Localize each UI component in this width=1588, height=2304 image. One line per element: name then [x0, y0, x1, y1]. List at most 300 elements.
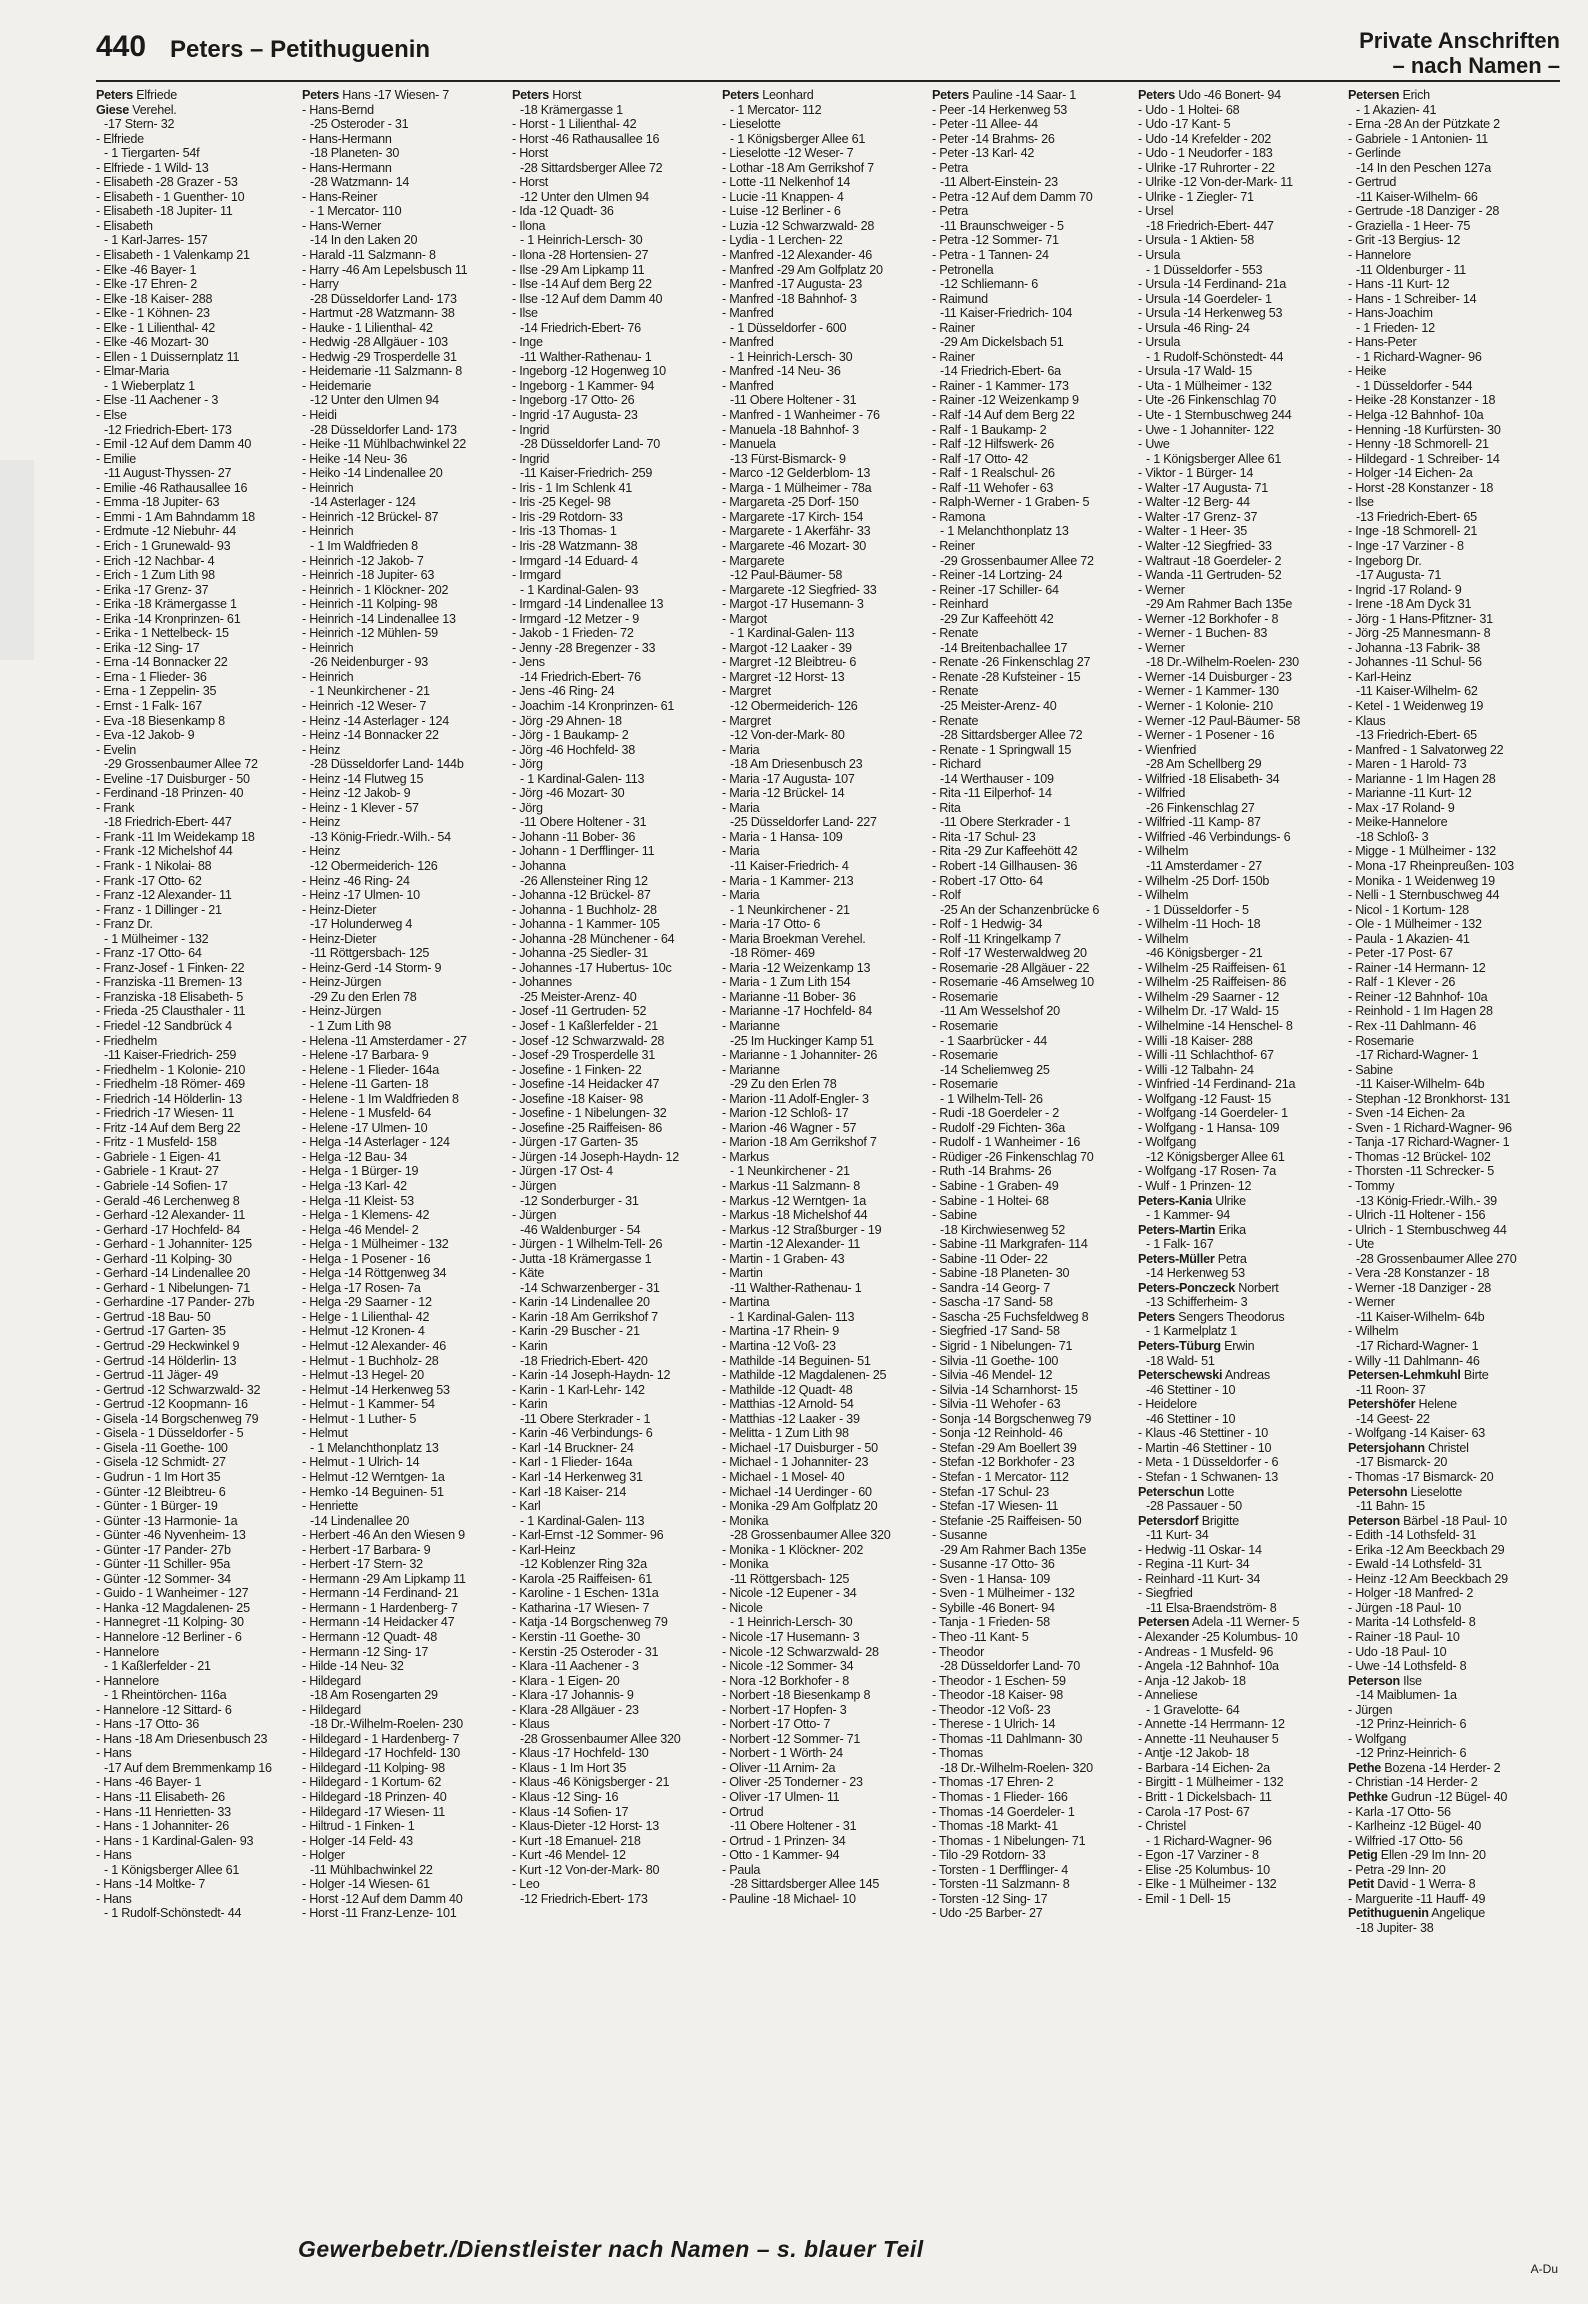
directory-entry: - Werner	[1348, 1295, 1395, 1310]
directory-entry: - Britt - 1 Dickelsbach- 11	[1138, 1789, 1272, 1804]
directory-entry: - Wilfried -11 Kamp- 87	[1138, 815, 1261, 830]
directory-entry: - Franz-Josef - 1 Finken- 22	[96, 960, 245, 975]
directory-entry: - Helga -12 Bau- 34	[302, 1149, 408, 1164]
surname: Peters-Martin	[1138, 1222, 1216, 1237]
directory-entry: - Rita -11 Eilperhof- 14	[932, 786, 1052, 801]
directory-entry: -28 Düsseldorfer Land- 144b	[310, 757, 464, 772]
directory-entry: - Irene -18 Am Dyck 31	[1348, 597, 1472, 612]
directory-entry: -46 Waldenburger - 54	[520, 1222, 641, 1237]
directory-entry: - Hans - 1 Johanniter- 26	[96, 1819, 230, 1834]
directory-entry: - Sven -14 Eichen- 2a	[1348, 1106, 1465, 1121]
directory-entry: - Rolf -17 Westerwaldweg 20	[932, 946, 1087, 961]
directory-entry: -29 Am Rahmer Bach 135e	[1146, 597, 1293, 612]
surname: Peters-Ponczeck	[1138, 1280, 1236, 1295]
directory-entry: -12 Prinz-Heinrich- 6	[1356, 1746, 1467, 1761]
directory-entry: Peters-Ponczeck Norbert	[1138, 1280, 1279, 1295]
directory-entry: - Heike -11 Mühlbachwinkel 22	[302, 437, 467, 452]
directory-entry: - Günter -12 Sommer- 34	[96, 1571, 231, 1586]
directory-entry: - Hildegard -17 Wiesen- 11	[302, 1804, 446, 1819]
directory-entry: - Margareta -25 Dorf- 150	[722, 495, 859, 510]
directory-entry: - Erika -12 Am Beeckbach 29	[1348, 1542, 1505, 1557]
directory-entry: - Irmgard	[512, 568, 561, 583]
directory-entry: - Reinhard	[932, 597, 989, 612]
directory-entry: - Hans -11 Kurt- 12	[1348, 277, 1450, 292]
directory-entry: - Silvia -11 Goethe- 100	[932, 1353, 1059, 1368]
directory-entry: - 1 Neunkirchener - 21	[730, 902, 850, 917]
directory-entry: - Klara -17 Johannis- 9	[512, 1688, 634, 1703]
directory-entry: Peters Horst	[512, 88, 582, 102]
directory-entry: - Rainer -12 Weizenkamp 9	[932, 393, 1079, 408]
directory-entry: - Emil -12 Auf dem Damm 40	[96, 437, 252, 452]
directory-entry: - Ilona	[512, 218, 546, 233]
directory-entry: - Joachim -14 Kronprinzen- 61	[512, 698, 675, 713]
directory-entry: - Vera -28 Konstanzer - 18	[1348, 1266, 1490, 1281]
directory-entry: -17 Richard-Wagner- 1	[1356, 1339, 1479, 1354]
directory-entry: - Torsten - 1 Derfflinger- 4	[932, 1862, 1069, 1877]
directory-entry: - Heinrich	[302, 669, 354, 684]
directory-entry: - Wilhelm -29 Saarner - 12	[1138, 989, 1280, 1004]
directory-entry: - Friedhelm -18 Römer- 469	[96, 1077, 245, 1092]
directory-entry: - Wolfgang - 1 Hansa- 109	[1138, 1120, 1280, 1135]
directory-entry: - Gabriele - 1 Kraut- 27	[96, 1164, 219, 1179]
directory-entry: Peters Hans -17 Wiesen- 7	[302, 88, 450, 102]
directory-entry: - Annette -11 Neuhauser 5	[1138, 1731, 1279, 1746]
directory-entry: - Helmut -14 Herkenweg 53	[302, 1382, 450, 1397]
directory-entry: - Ingeborg -12 Hogenweg 10	[512, 364, 666, 379]
directory-entry: - Sonja -12 Reinhold- 46	[932, 1426, 1063, 1441]
directory-entry: - Ernst - 1 Falk- 167	[96, 698, 203, 713]
directory-entry: - Sabine -11 Oder- 22	[932, 1251, 1048, 1266]
directory-entry: -11 Walther-Rathenau- 1	[730, 1280, 862, 1295]
directory-entry: - 1 Kardinal-Galen- 113	[730, 626, 855, 641]
directory-entry: - Inge	[512, 335, 543, 350]
directory-entry: - Erika -17 Grenz- 37	[96, 582, 209, 597]
directory-entry: - 1 Wieberplatz 1	[104, 378, 195, 393]
directory-entry: - Heidi	[302, 408, 337, 423]
directory-entry: - Henny -18 Schmorell- 21	[1348, 437, 1489, 452]
directory-entry: - Margarete -46 Mozart- 30	[722, 538, 866, 553]
directory-entry: - Helmut - 1 Buchholz- 28	[302, 1353, 439, 1368]
directory-entry: - Josefine -18 Kaiser- 98	[512, 1091, 643, 1106]
directory-entry: - Werner -12 Borkhofer - 8	[1138, 611, 1279, 626]
directory-entry: - Thomas - 1 Nibelungen- 71	[932, 1833, 1086, 1848]
directory-entry: - 1 Königsberger Allee 61	[1146, 451, 1282, 466]
directory-entry: - Käte	[512, 1266, 545, 1281]
directory-entry: - Elisabeth -18 Jupiter- 11	[96, 204, 233, 219]
directory-entry: - Jörg -46 Mozart- 30	[512, 786, 625, 801]
directory-entry: - Günter -13 Harmonie- 1a	[96, 1513, 238, 1528]
surname: Petersjohann	[1348, 1440, 1425, 1455]
directory-entry: - Heinz -17 Ulmen- 10	[302, 888, 420, 903]
directory-entry: - Sascha -25 Fuchsfeldweg 8	[932, 1309, 1089, 1324]
surname: Peters	[1138, 88, 1176, 102]
directory-entry: - Melitta - 1 Zum Lith 98	[722, 1426, 849, 1441]
directory-entry: - Werner - 1 Kammer- 130	[1138, 684, 1279, 699]
directory-entry: - Heidemarie	[302, 378, 372, 393]
directory-entry: - Helga - 1 Bürger- 19	[302, 1164, 419, 1179]
directory-entry: - Sascha -17 Sand- 58	[932, 1295, 1053, 1310]
directory-entry: -12 Friedrich-Ebert- 173	[520, 1891, 648, 1906]
surname: Petersen-Lehmkuhl	[1348, 1368, 1461, 1383]
directory-entry: - Mathilde -12 Quadt- 48	[722, 1382, 853, 1397]
directory-entry: - Rex -11 Dahlmann- 46	[1348, 1019, 1476, 1033]
directory-entry: - Ketel - 1 Weidenweg 19	[1348, 698, 1484, 713]
directory-entry: - Manfred	[722, 335, 774, 350]
surname: Peters	[932, 88, 970, 102]
directory-entry: - Rosemarie	[932, 989, 998, 1004]
directory-entry: - Inge -17 Varziner - 8	[1348, 538, 1464, 553]
directory-entry: - Willy -11 Dahlmann- 46	[1348, 1353, 1480, 1368]
directory-entry: -14 Maiblumen- 1a	[1356, 1688, 1457, 1703]
directory-entry: -11 Kaiser-Friedrich- 4	[730, 858, 849, 873]
directory-entry: - Ute	[1348, 1237, 1375, 1252]
directory-entry: - Erna - 1 Zeppelin- 35	[96, 684, 217, 699]
directory-entry: - Manfred	[722, 378, 774, 393]
directory-entry: - 1 Heinrich-Lersch- 30	[520, 233, 643, 248]
directory-entry: - Maria -12 Weizenkamp 13	[722, 960, 871, 975]
directory-entry: - Heinz-Dieter	[302, 931, 377, 946]
directory-entry: -11 Obere Holtener - 31	[730, 1819, 857, 1834]
directory-entry: - Willi -11 Schlachthof- 67	[1138, 1048, 1274, 1063]
directory-entry: - Nicole -12 Sommer- 34	[722, 1659, 854, 1674]
directory-entry: - Martin	[722, 1266, 763, 1281]
directory-entry: -12 Obermeiderich- 126	[730, 698, 858, 713]
directory-entry: - Gerald -46 Lerchenweg 8	[96, 1193, 240, 1208]
surname: Peterson	[1348, 1513, 1400, 1528]
directory-entry: - Ute -26 Finkenschlag 70	[1138, 393, 1276, 408]
directory-entry: - Rosemarie	[932, 1077, 998, 1092]
directory-entry: - Ursula -17 Wald- 15	[1138, 364, 1252, 379]
directory-entry: -12 Koblenzer Ring 32a	[520, 1557, 647, 1572]
directory-entry: - Stefanie -25 Raiffeisen- 50	[932, 1513, 1082, 1528]
directory-entry: - Günter -46 Nyvenheim- 13	[96, 1528, 246, 1543]
directory-entry: - Manfred -18 Bahnhof- 3	[722, 291, 857, 306]
directory-entry: - Manfred - 1 Wanheimer - 76	[722, 408, 880, 423]
directory-entry: - Hans	[96, 1848, 132, 1863]
directory-entry: - Monika -29 Am Golfplatz 20	[722, 1499, 878, 1514]
directory-entry: - Eva -12 Jakob- 9	[96, 728, 195, 743]
directory-entry: - Maria - 1 Hansa- 109	[722, 829, 843, 844]
directory-entry: - Wolfgang -14 Kaiser- 63	[1348, 1426, 1486, 1441]
directory-entry: -25 Osteroder - 31	[310, 117, 409, 132]
directory-entry: - Max -17 Roland- 9	[1348, 800, 1455, 815]
directory-entry: - Erna - 1 Flieder- 36	[96, 669, 207, 684]
directory-entry: - Hildegard -17 Hochfeld- 130	[302, 1746, 460, 1761]
directory-entry: - 1 Mülheimer - 132	[104, 931, 209, 946]
directory-entry: - Karl -14 Bruckner- 24	[512, 1440, 634, 1455]
directory-entry: Peters Elfriede	[96, 88, 177, 102]
directory-entry: - Susanne -17 Otto- 36	[932, 1557, 1055, 1572]
surname: Peterschun	[1138, 1484, 1205, 1499]
directory-entry: - Horst -11 Franz-Lenze- 101	[302, 1906, 457, 1921]
directory-entry: - Rita	[932, 800, 961, 815]
directory-entry: - Ulrike -12 Von-der-Mark- 11	[1138, 175, 1293, 190]
directory-entry: - Franziska -18 Elisabeth- 5	[96, 989, 243, 1004]
directory-entry: - Marita -14 Lothsfeld- 8	[1348, 1615, 1476, 1630]
directory-entry: - Margot -12 Laaker - 39	[722, 640, 852, 655]
directory-entry: - Rita -29 Zur Kaffeehött 42	[932, 844, 1078, 859]
directory-entry: - Rosemarie -46 Amselweg 10	[932, 975, 1094, 990]
directory-entry: - Horst	[512, 175, 549, 190]
directory-entry: - Ulrich - 1 Sternbuschweg 44	[1348, 1222, 1507, 1237]
directory-entry: - Heike -28 Konstanzer - 18	[1348, 393, 1496, 408]
directory-entry: - Elke - 1 Mülheimer - 132	[1138, 1877, 1277, 1892]
directory-entry: -28 Düsseldorfer Land- 70	[520, 437, 661, 452]
column-4	[722, 88, 922, 2228]
directory-entry: - Eva -18 Biesenkamp 8	[96, 713, 225, 728]
directory-entry: -28 Sittardsberger Allee 145	[730, 1877, 880, 1892]
directory-entry: -13 König-Friedr.-Wilh.- 54	[310, 829, 451, 844]
directory-entry: - Renate -26 Finkenschlag 27	[932, 655, 1091, 670]
directory-entry: -29 Zur Kaffeehött 42	[940, 611, 1054, 626]
directory-entry: -11 Kaiser-Friedrich- 104	[940, 306, 1073, 321]
directory-entry: - Harry -46 Am Lepelsbusch 11	[302, 262, 468, 277]
directory-entry: -12 Schliemann- 6	[940, 277, 1038, 292]
directory-entry: - Gabriele - 1 Antonien- 11	[1348, 131, 1489, 146]
directory-entry: -46 Königsberger - 21	[1146, 946, 1263, 961]
directory-entry: - Gertrud	[1348, 175, 1397, 190]
directory-entry: -18 Schloß- 3	[1356, 829, 1429, 844]
directory-entry: - Markus -12 Werntgen- 1a	[722, 1193, 867, 1208]
directory-entry: -25 Meister-Arenz- 40	[940, 698, 1057, 713]
directory-entry: - Rolf - 1 Hedwig- 34	[932, 917, 1043, 932]
directory-entry: - Erika -18 Krämergasse 1	[96, 597, 237, 612]
directory-entry: - Ida -12 Quadt- 36	[512, 204, 614, 219]
directory-entry: - Gabriele -14 Sofien- 17	[96, 1179, 228, 1194]
directory-entry: - 1 Neunkirchener - 21	[730, 1164, 850, 1179]
directory-entry: - 1 Mercator- 112	[730, 102, 822, 117]
directory-entry: - Tilo -29 Rotdorn- 33	[932, 1848, 1046, 1863]
directory-entry: - Robert -17 Otto- 64	[932, 873, 1043, 888]
directory-entry: - Thomas -17 Bismarck- 20	[1348, 1469, 1494, 1484]
directory-entry: - Wolfgang -14 Goerdeler- 1	[1138, 1106, 1288, 1121]
directory-entry: - Ralf - 1 Klever - 26	[1348, 975, 1456, 990]
directory-entry: - Werner -18 Danziger - 28	[1348, 1280, 1492, 1295]
directory-entry: - Helga -46 Mendel- 2	[302, 1222, 419, 1237]
directory-entry: - 1 Kardinal-Galen- 113	[730, 1309, 855, 1324]
directory-entry: - Manfred -14 Neu- 36	[722, 364, 841, 379]
directory-entry: -12 Von-der-Mark- 80	[730, 728, 845, 743]
directory-entry: - Helmut - 1 Kammer- 54	[302, 1397, 435, 1412]
directory-entry: - Regina -11 Kurt- 34	[1138, 1557, 1250, 1572]
directory-entry: - Ilse	[512, 306, 538, 321]
directory-entry: - Jürgen -14 Joseph-Haydn- 12	[512, 1149, 680, 1164]
surname: Giese	[96, 102, 130, 117]
directory-entry: - Karl-Ernst -12 Sommer- 96	[512, 1528, 664, 1543]
directory-entry: -26 Allensteiner Ring 12	[520, 873, 648, 888]
directory-entry: - 1 Kardinal-Galen- 113	[520, 1513, 645, 1528]
directory-entry: -18 Dr.-Wilhelm-Roelen- 230	[1146, 655, 1299, 670]
surname: Pethe	[1348, 1760, 1382, 1775]
directory-entry: - Klaus -12 Sing- 16	[512, 1789, 619, 1804]
directory-entry: - Sven - 1 Mülheimer - 132	[932, 1586, 1075, 1601]
directory-entry: - Sonja -14 Borgschenweg 79	[932, 1411, 1092, 1426]
directory-entry: - Theodor - 1 Eschen- 59	[932, 1673, 1066, 1688]
directory-entry: - Raimund	[932, 291, 988, 306]
directory-entry: -11 Am Wesselshof 20	[940, 1004, 1060, 1019]
directory-entry: - Heinz-Gerd -14 Storm- 9	[302, 960, 442, 975]
directory-entry: - Ralf -14 Auf dem Berg 22	[932, 408, 1075, 423]
directory-entry: -11 Roon- 37	[1356, 1382, 1426, 1397]
directory-entry: - Silvia -11 Wehofer - 63	[932, 1397, 1061, 1412]
directory-entry: - Heinrich -18 Jupiter- 63	[302, 568, 435, 583]
directory-entry: - 1 Karmelplatz 1	[1146, 1324, 1237, 1339]
directory-entry: -12 Obermeiderich- 126	[310, 858, 438, 873]
directory-entry: - Emilie	[96, 451, 136, 466]
directory-entry: - Ingrid -17 Roland- 9	[1348, 582, 1462, 597]
directory-entry: - Hannelore	[96, 1673, 160, 1688]
directory-entry: - Theodor	[932, 1644, 985, 1659]
directory-entry: - 1 Richard-Wagner- 96	[1146, 1833, 1272, 1848]
directory-entry: - Josef - 1 Kaßlerfelder - 21	[512, 1019, 659, 1033]
directory-entry: - Reiner -17 Schiller- 64	[932, 582, 1059, 597]
directory-entry: - Hildegard	[302, 1673, 361, 1688]
directory-entry: - Friedhelm	[96, 1033, 157, 1048]
directory-entry: - Hannelore -12 Sittard- 6	[96, 1702, 232, 1717]
directory-entry: - Karin	[512, 1339, 548, 1354]
directory-entry: - Oliver -11 Arnim- 2a	[722, 1760, 836, 1775]
directory-entry: - Wilhelm Dr. -17 Wald- 15	[1138, 1004, 1279, 1019]
directory-entry: - Johannes -11 Schul- 56	[1348, 655, 1482, 670]
directory-entry: - Günter -11 Schiller- 95a	[96, 1557, 230, 1572]
directory-entry: - Jörg	[512, 757, 543, 772]
directory-entry: - Walter - 1 Heer- 35	[1138, 524, 1248, 539]
directory-entry: - Franz - 1 Dillinger - 21	[96, 902, 222, 917]
directory-entry: - Klaus	[512, 1717, 550, 1732]
directory-entry: -14 Friedrich-Ebert- 76	[520, 669, 641, 684]
directory-entry: - Hans - 1 Kardinal-Galen- 93	[96, 1833, 254, 1848]
directory-entry: - Kurt -18 Emanuel- 218	[512, 1833, 641, 1848]
directory-entry: -17 Auf dem Bremmenkamp 16	[104, 1760, 272, 1775]
page-edge-shadow	[0, 460, 34, 660]
directory-entry: - Elisabeth	[96, 218, 153, 233]
directory-entry: -28 Düsseldorfer Land- 173	[310, 291, 457, 306]
surname: Petithuguenin	[1348, 1906, 1429, 1921]
directory-entry: - Rudolf - 1 Wanheimer - 16	[932, 1135, 1081, 1150]
directory-entry: -13 Friedrich-Ebert- 65	[1356, 509, 1477, 524]
directory-entry: - 1 Düsseldorfer - 544	[1356, 378, 1473, 393]
directory-entry: - Klaus - 1 Im Hort 35	[512, 1760, 627, 1775]
directory-entry: - 1 Kardinal-Galen- 93	[520, 582, 639, 597]
directory-entry: -28 Watzmann- 14	[310, 175, 410, 190]
directory-entry: -11 Kaiser-Wilhelm- 66	[1356, 189, 1478, 204]
directory-entry: - Ralf -12 Hilfswerk- 26	[932, 437, 1055, 452]
directory-entry: Petersohn Lieselotte	[1348, 1484, 1463, 1499]
directory-entry: - Margot -17 Husemann- 3	[722, 597, 864, 612]
directory-entry: - Heinz-Jürgen	[302, 1004, 382, 1019]
directory-entry: -12 Unter den Ulmen 94	[310, 393, 439, 408]
directory-entry: - Wilhelm	[1138, 844, 1189, 859]
directory-entry: - Gertrud -11 Jäger- 49	[96, 1368, 219, 1383]
directory-entry: - Lothar -18 Am Gerrikshof 7	[722, 160, 874, 175]
directory-entry: - Ursula	[1138, 335, 1181, 350]
directory-entry: - Theodor -18 Kaiser- 98	[932, 1688, 1063, 1703]
directory-entry: - Maria Broekman Verehel.	[722, 931, 866, 946]
directory-entry: - 1 Königsberger Allee 61	[104, 1862, 240, 1877]
directory-entry: - Emilie -46 Rathausallee 16	[96, 480, 248, 495]
directory-entry: - Karin -18 Am Gerrikshof 7	[512, 1309, 658, 1324]
directory-entry: - Sabine	[932, 1208, 977, 1223]
directory-entry: - Petra - 1 Tannen- 24	[932, 248, 1049, 263]
directory-entry: - Maria -12 Brückel- 14	[722, 786, 845, 801]
directory-entry: - 1 Im Waldfrieden 8	[310, 538, 418, 553]
directory-entry: - Jörg - 1 Baukamp- 2	[512, 728, 629, 743]
directory-entry: -14 Friedrich-Ebert- 76	[520, 320, 641, 335]
surname: Peterschewski	[1138, 1368, 1223, 1383]
directory-entry: - 1 Heinrich-Lersch- 30	[730, 349, 853, 364]
directory-entry: - Elke -46 Bayer- 1	[96, 262, 197, 277]
directory-entry: - Karin -29 Buscher - 21	[512, 1324, 640, 1339]
directory-entry: - Ramona	[932, 509, 986, 524]
directory-entry: - Elmar-Maria	[96, 364, 170, 379]
directory-entry: - Friedrich -14 Hölderlin- 13	[96, 1091, 243, 1106]
directory-entry: - Maria -17 Augusta- 107	[722, 771, 855, 786]
directory-entry: - Maren - 1 Harold- 73	[1348, 757, 1467, 772]
directory-entry: - Heinrich -14 Lindenallee 13	[302, 611, 456, 626]
directory-entry: Peters Leonhard	[722, 88, 814, 102]
directory-entry: - Margarete	[722, 553, 785, 568]
directory-entry: - Mathilde -12 Magdalenen- 25	[722, 1368, 887, 1383]
directory-entry: - Paula - 1 Akazien- 41	[1348, 931, 1470, 946]
directory-entry: - Horst -46 Rathausallee 16	[512, 131, 660, 146]
directory-entry: - Johanna -25 Siedler- 31	[512, 946, 648, 961]
directory-entry: - Elfriede - 1 Wild- 13	[96, 160, 209, 175]
surname: Peters	[96, 88, 134, 102]
directory-entry: -14 Scheliemweg 25	[940, 1062, 1050, 1077]
directory-entry: - Udo - 1 Neudorfer - 183	[1138, 146, 1273, 161]
directory-entry: - Eveline -17 Duisburger - 50	[96, 771, 250, 786]
directory-entry: -12 Sonderburger - 31	[520, 1193, 639, 1208]
directory-entry: - Gisela -11 Goethe- 100	[96, 1440, 228, 1455]
directory-entry: - Gerhard - 1 Nibelungen- 71	[96, 1280, 251, 1295]
directory-entry: -28 Düsseldorfer Land- 70	[940, 1659, 1081, 1674]
directory-entry: - Alexander -25 Kolumbus- 10	[1138, 1629, 1298, 1644]
directory-entry: - 1 Neunkirchener - 21	[310, 684, 430, 699]
directory-entry: - Heinz	[302, 844, 341, 859]
directory-entry: - Gisela - 1 Düsseldorfer - 5	[96, 1426, 244, 1441]
directory-entry: - Ursula - 1 Aktien- 58	[1138, 233, 1255, 248]
directory-entry: - Thomas -12 Brückel- 102	[1348, 1149, 1491, 1164]
directory-entry: - Heinz -12 Jakob- 9	[302, 786, 411, 801]
directory-entry: - 1 Kammer- 94	[1146, 1208, 1230, 1223]
directory-entry: - Maria	[722, 800, 760, 815]
directory-entry: -18 Dr.-Wilhelm-Roelen- 230	[310, 1717, 463, 1732]
directory-entry: - Renate	[932, 713, 979, 728]
directory-entry: - Erich - 1 Zum Lith 98	[96, 568, 215, 583]
directory-entry: - Karin -46 Verbindungs- 6	[512, 1426, 653, 1441]
directory-entry: - Margret -12 Bleibtreu- 6	[722, 655, 857, 670]
directory-entry: - Sybille -46 Bonert- 94	[932, 1600, 1055, 1615]
directory-entry: - Thorsten -11 Schrecker- 5	[1348, 1164, 1495, 1179]
directory-entry: - Christian -14 Herder- 2	[1348, 1775, 1478, 1790]
directory-entry: Petersen Erich	[1348, 88, 1430, 102]
directory-entry: - Ursula -14 Herkenweg 53	[1138, 306, 1283, 321]
directory-entry: - Ralf -11 Wehofer - 63	[932, 480, 1054, 495]
directory-entry: - Marguerite -11 Hauff- 49	[1348, 1891, 1486, 1906]
directory-entry: - Uwe - 1 Johanniter- 122	[1138, 422, 1274, 437]
directory-entry: - Emil - 1 Dell- 15	[1138, 1891, 1231, 1906]
directory-entry: - Klaus -14 Sofien- 17	[512, 1804, 629, 1819]
directory-entry: - Hildegard - 1 Schreiber- 14	[1348, 451, 1500, 466]
directory-entry: - Wilfried -17 Otto- 56	[1348, 1833, 1463, 1848]
directory-entry: - Luzia -12 Schwarzwald- 28	[722, 218, 875, 233]
directory-entry: Peters-Müller Petra	[1138, 1251, 1247, 1266]
directory-entry: - Meike-Hannelore	[1348, 815, 1448, 830]
directory-entry: - Heinrich -12 Mühlen- 59	[302, 626, 438, 641]
directory-entry: - Ingeborg Dr.	[1348, 553, 1422, 568]
directory-entry: - Helge - 1 Lilienthal- 42	[302, 1309, 430, 1324]
directory-entry: -18 Friedrich-Ebert- 420	[520, 1353, 648, 1368]
